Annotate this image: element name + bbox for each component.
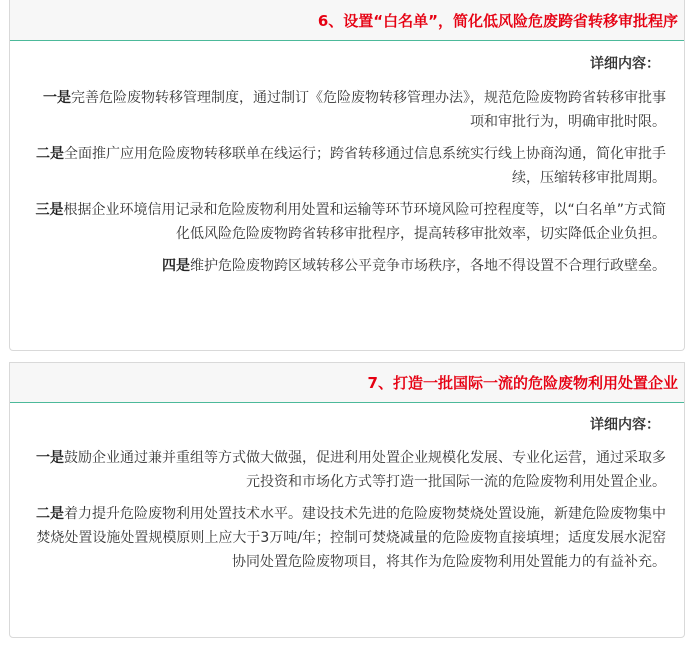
- section-6-item-4-lead: 四是: [162, 258, 190, 274]
- section-6-item-3: [10, 198, 684, 246]
- section-6-item-2: [10, 142, 684, 190]
- section-7-item-1-text: 鼓励企业通过兼并重组等方式做大做强，促进利用处置企业规模化发展、专业化运营，通过采取多元投资和市场化方式等打造一批国际一流的危险废物利用处置企业。: [64, 450, 666, 490]
- section-7-item-2-lead: 二是: [36, 506, 64, 522]
- section-6-header: [10, 0, 684, 41]
- section-7-item-2-text: 着力提升危险废物利用处置技术水平。建设技术先进的危险废物焚烧处置设施，新建危险废物集中焚烧处置设施处置规模原则上应大于3万吨/年；控制可焚烧减量的危险废物直接填埋；适度发展水泥窑协同处置危险废物项目，将其作为危险废物利用处置能力的有益补充。: [36, 506, 666, 570]
- section-6-title: 6、设置“白名单”，简化低风险危废跨省转移审批程序: [317, 11, 678, 30]
- section-7-detail-label: 详细内容：: [590, 417, 660, 433]
- section-6-item-4-text: 维护危险废物跨区域转移公平竞争市场秩序，各地不得设置不合理行政壁垒。: [190, 258, 666, 274]
- section-6-detail-label: 详细内容：: [590, 56, 660, 72]
- section-7-header: [10, 363, 684, 403]
- section-7-card: [9, 362, 685, 638]
- section-6-item-3-lead: 三是: [35, 202, 64, 218]
- section-6-item-1-lead: 一是: [43, 90, 71, 106]
- section-6-item-1-text: 完善危险废物转移管理制度，通过制订《危险废物转移管理办法》，规范危险废物跨省转移审批事项和审批行为，明确审批时限。: [71, 90, 666, 130]
- section-7-item-2: [10, 502, 684, 574]
- section-6-item-1: [10, 86, 684, 134]
- section-6-item-3-text: 根据企业环境信用记录和危险废物利用处置和运输等环节环境风险可控程度等，以“白名单”方式简化低风险危险废物跨省转移审批程序，提高转移审批效率，切实降低企业负担。: [63, 202, 666, 242]
- section-7-item-1-lead: 一是: [36, 450, 64, 466]
- section-6-item-2-text: 全面推广应用危险废物转移联单在线运行；跨省转移通过信息系统实行线上协商沟通，简化审批手续，压缩转移审批周期。: [64, 146, 666, 186]
- section-7-title: 7、打造一批国际一流的危险废物利用处置企业: [367, 374, 678, 392]
- section-6-item-4: [10, 254, 684, 278]
- section-6-item-2-lead: 二是: [36, 146, 64, 162]
- section-6-card: [9, 0, 685, 351]
- section-7-item-1: [10, 446, 684, 494]
